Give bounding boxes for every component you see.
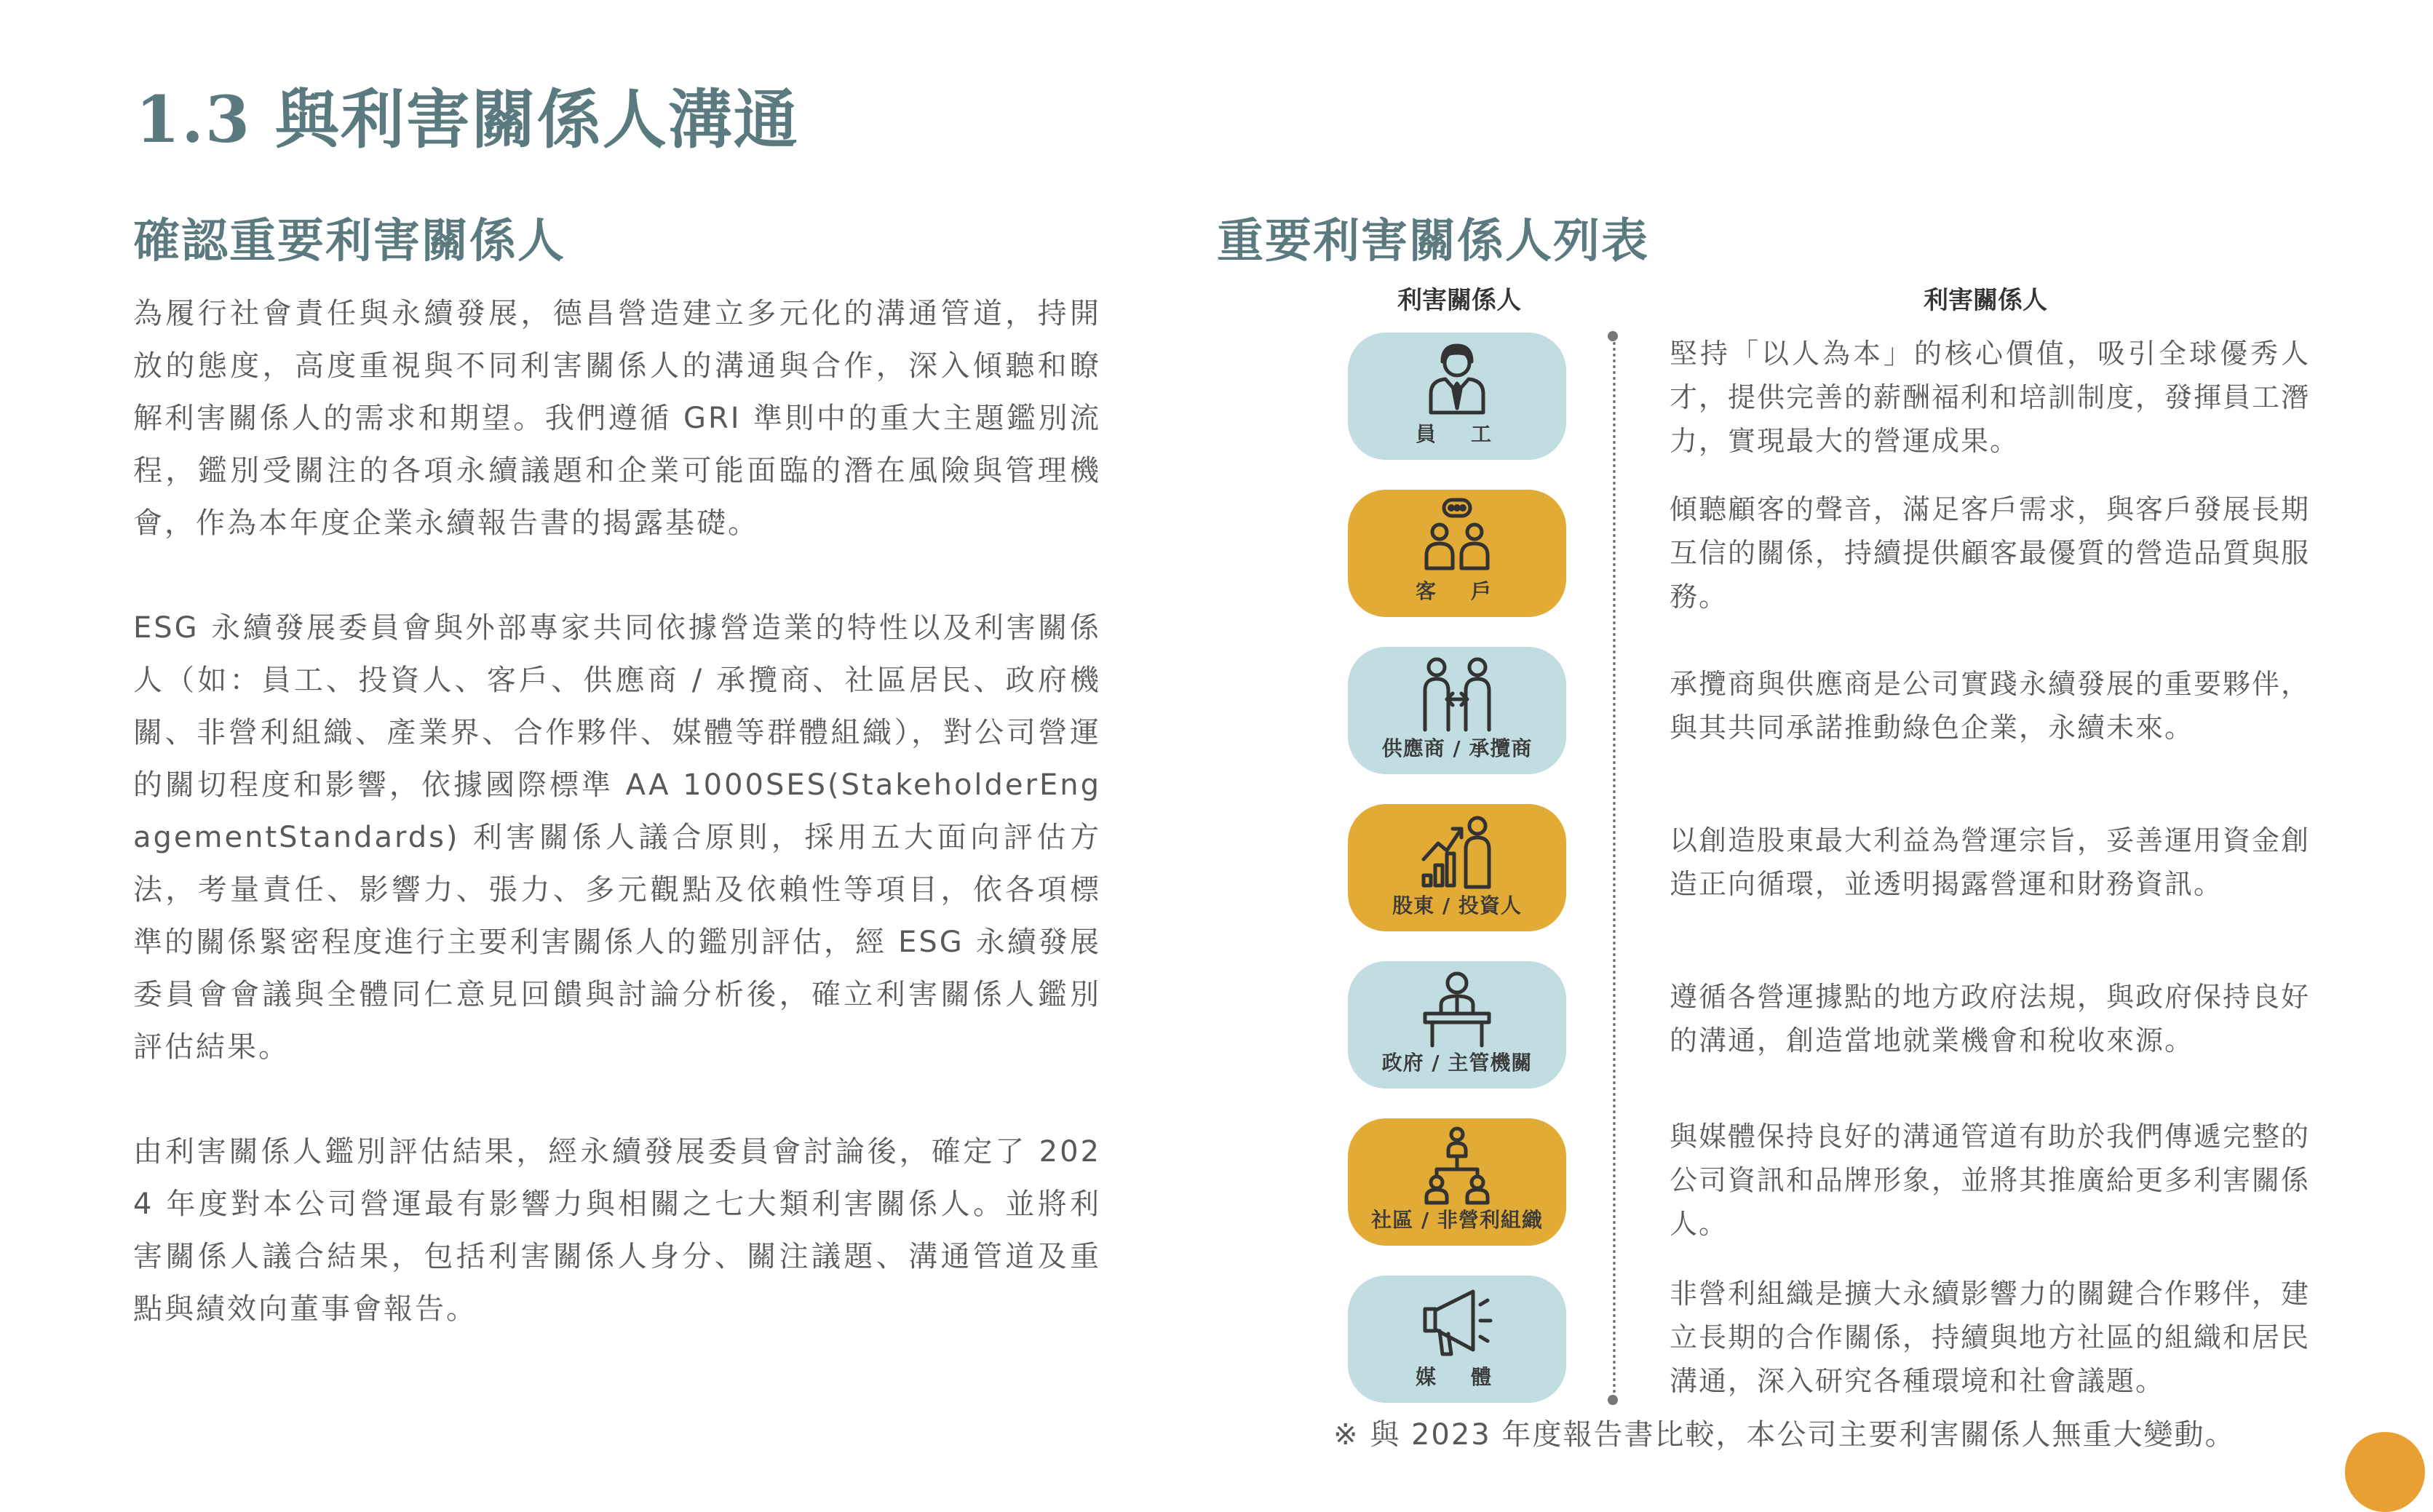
stakeholder-label: 社區 / 非營利組織 [1371,1208,1543,1232]
employee-icon [1421,340,1493,421]
community-network-icon [1421,1126,1493,1207]
stakeholder-description: 非營利組織是擴大永續影響力的關鍵合作夥伴，建立長期的合作關係，持續與地方社區的組織和居民溝通，深入研究各種環境和社會議題。 [1670,1278,2311,1397]
stakeholder-description: 以創造股東最大利益為營運宗旨，妥善運用資金創造正向循環，並透明揭露營運和財務資訊。 [1670,824,2311,900]
stakeholder-label: 客 戶 [1415,579,1499,603]
government-podium-icon [1421,968,1493,1050]
stakeholder-card-customer [1348,490,1566,617]
section-heading-identify: 確認重要利害關係人 [133,215,565,268]
paragraph: ESG 永續發展委員會與外部專家共同依據營造業的特性以及利害關係人（如：員工、投資人、客戶、供應商 / 承攬商、社區居民、政府機關、非營利組織、產業界、合作夥伴、媒體等群體組織），對公司營運的關切程度和影響，依據國際標準 AA 1000SES(StakeholderEngagementStandards) 利害關係人議合原則，採用五大面向評估方法，考量責任、影響力、張力、多元觀點及依賴性等項目，依各項標準的關係緊密程度進行主要利害關係人的鑑別評估，經 ESG 永續發展委員會會議與全體同仁意見回饋與討論分析後，確立利害關係人鑑別評估結果。 [133,611,1101,1064]
stakeholder-card-investor [1348,804,1566,931]
footnote: ※ 與 2023 年度報告書比較，本公司主要利害關係人無重大變動。 [1333,1418,2236,1452]
stakeholder-label: 員 工 [1415,422,1499,446]
paragraph: 由利害關係人鑑別評估結果，經永續發展委員會討論後，確定了 2024 年度對本公司營運最有影響力與相關之七大類利害關係人。並將利害關係人議合結果，包括利害關係人身分、關注議題、溝通管道及重點與績效向董事會報告。 [133,1135,1101,1326]
timeline-divider [1613,336,1616,1400]
stakeholder-card-supplier [1348,647,1566,774]
stakeholder-description: 傾聽顧客的聲音，滿足客戶需求，與客戶發展長期互信的關係，持續提供顧客最優質的營造品質與服務。 [1670,493,2311,613]
intro-text [133,287,1101,1388]
megaphone-icon [1421,1283,1493,1364]
section-heading-list: 重要利害關係人列表 [1217,215,1649,268]
paragraph: 為履行社會責任與永續發展，德昌營造建立多元化的溝通管道，持開放的態度，高度重視與不同利害關係人的溝通與合作，深入傾聽和瞭解利害關係人的需求和期望。我們遵循 GRI 準則中的重大主題鑑別流程，鑑別受關注的各項永續議題和企業可能面臨的潛在風險與管理機會，作為本年度企業永續報告書的揭露基礎。 [133,297,1101,540]
page-corner-decoration [2345,1432,2425,1512]
timeline-dot-top [1608,331,1618,341]
column-header-stakeholder: 利害關係人 [1397,286,1521,315]
page-title: 1.3 與利害關係人溝通 [135,81,799,157]
investor-growth-icon [1421,811,1493,893]
stakeholder-description: 堅持「以人為本」的核心價值，吸引全球優秀人才，提供完善的薪酬福利和培訓制度，發揮員工潛力，實現最大的營運成果。 [1670,338,2311,457]
stakeholder-card-employee [1348,333,1566,460]
timeline-dot-bottom [1608,1395,1618,1405]
stakeholder-card-government [1348,961,1566,1089]
stakeholder-card-media [1348,1276,1566,1403]
stakeholder-description: 遵循各營運據點的地方政府法規，與政府保持良好的溝通，創造當地就業機會和稅收來源。 [1670,981,2311,1057]
stakeholder-label: 政府 / 主管機關 [1381,1051,1533,1075]
stakeholder-label: 供應商 / 承攬商 [1381,736,1533,760]
stakeholder-description: 與媒體保持良好的溝通管道有助於我們傳遞完整的公司資訊和品牌形象，並將其推廣給更多利害關係人。 [1670,1121,2311,1240]
stakeholder-label: 股東 / 投資人 [1392,894,1522,918]
stakeholder-card-community [1348,1118,1566,1246]
supplier-exchange-icon [1421,654,1493,736]
stakeholder-description: 承攬商與供應商是公司實踐永續發展的重要夥伴，與其共同承諾推動綠色企業，永續未來。 [1670,668,2311,744]
customers-icon [1421,497,1493,578]
column-header-description: 利害關係人 [1924,286,2047,315]
stakeholder-label: 媒 體 [1415,1365,1499,1389]
